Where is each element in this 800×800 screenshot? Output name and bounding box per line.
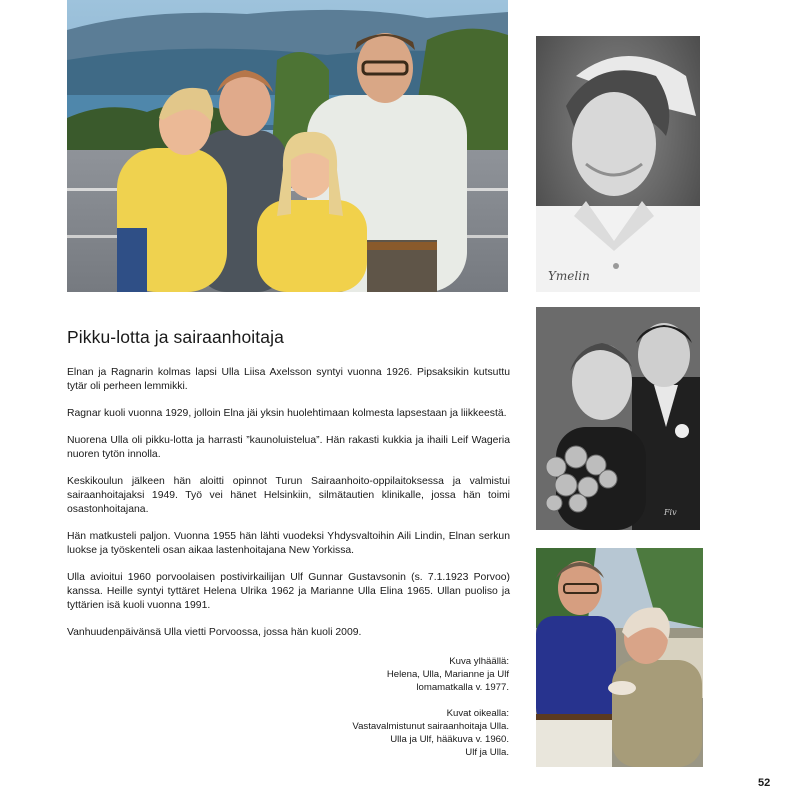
caption-line: Ulla ja Ulf, hääkuva v. 1960.	[390, 734, 509, 745]
caption-line: Ulf ja Ulla.	[465, 747, 509, 758]
article-title: Pikku-lotta ja sairaanhoitaja	[67, 327, 284, 347]
caption-right	[352, 707, 509, 759]
family-vacation-photo	[67, 0, 508, 292]
caption-line: Helena, Ulla, Marianne ja Ulf	[386, 669, 509, 680]
couple-outdoor-photo	[536, 548, 703, 767]
paragraph: Hän matkusteli paljon. Vuonna 1955 hän lähti vuodeksi Yhdysvaltoihin Aili Lindin, Elnan serkun luokse ja työskenteli osan aikaa lastenhoitajana New Yorkissa.	[67, 531, 510, 556]
paragraph: Elnan ja Ragnarin kolmas lapsi Ulla Liisa Axelsson syntyi vuonna 1926. Pipsaksikin kutsuttu tytär oli perheen lemmikki.	[67, 367, 510, 392]
caption-line: Kuva ylhäällä:	[449, 656, 509, 667]
caption-line: Kuvat oikealla:	[446, 708, 509, 719]
wedding-portrait-photo	[536, 307, 700, 530]
paragraph: Vanhuudenpäivänsä Ulla vietti Porvoossa, jossa hän kuoli 2009.	[67, 627, 362, 638]
caption-line: lomamatkalla v. 1977.	[416, 682, 509, 693]
caption-top	[387, 655, 509, 694]
paragraph: Ulla avioitui 1960 porvoolaisen postivirkailijan Ulf Gunnar Gustavsonin (s. 7.1.1923 Porvoo) kanssa. Heille syntyi tyttäret Helena Ulrika 1962 ja Marianne Ulla Elina 1965. Ullan puoliso ja tyttärien isä kuoli vuonna 1991.	[67, 572, 510, 611]
nurse-portrait-photo	[536, 36, 700, 292]
paragraph: Keskikoulun jälkeen hän aloitti opinnot Turun Sairaanhoito-oppilaitoksessa ja valmistui sairaanhoitajaksi 1949. Työ vei hänet Helsinkiin, silmätautien klinikalle, jossa hän toimi osastonhoitajana.	[67, 476, 510, 515]
paragraph: Ragnar kuoli vuonna 1929, jolloin Elna jäi yksin huolehtimaan kolmesta lapsestaan ja liikkeestä.	[67, 408, 507, 419]
paragraph: Nuorena Ulla oli pikku-lotta ja harrasti ”kaunoluistelua”. Hän rakasti kukkia ja ihaili Leif Wageria nuoren tytön innolla.	[67, 435, 510, 460]
page-number: 52	[758, 777, 771, 789]
article-body	[67, 366, 510, 653]
caption-line: Vastavalmistunut sairaanhoitaja Ulla.	[352, 721, 509, 732]
nurse-photo-signature: Ymelin	[548, 269, 590, 283]
wedding-photo-signature: Fiv	[664, 508, 677, 517]
